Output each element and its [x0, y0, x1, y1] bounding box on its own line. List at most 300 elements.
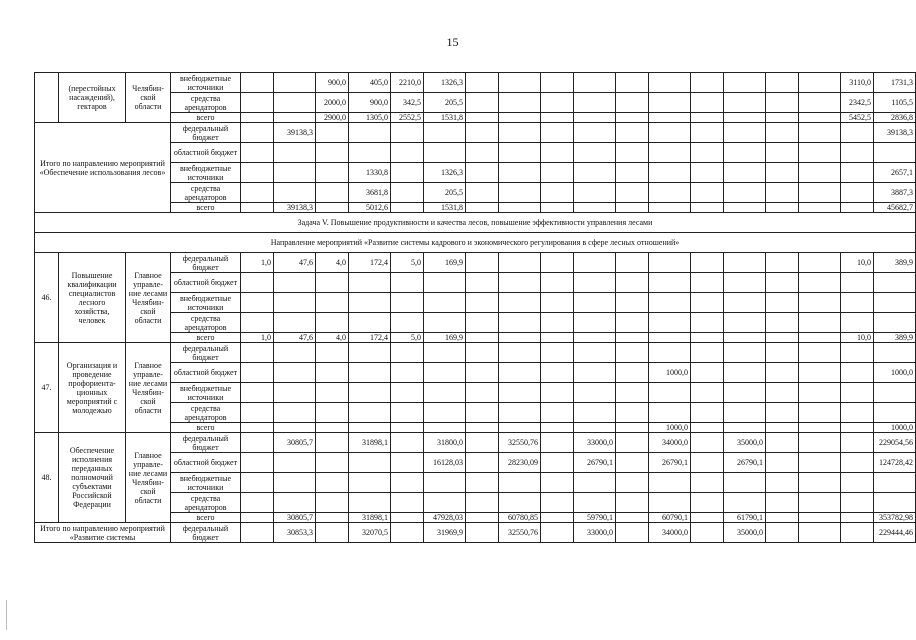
value-cell [616, 313, 649, 333]
value-cell [499, 183, 541, 203]
value-cell [241, 343, 274, 363]
value-cell: 1,0 [241, 253, 274, 273]
value-cell: 39138,3 [274, 203, 316, 213]
value-cell [541, 493, 574, 513]
value-cell [841, 423, 874, 433]
value-cell [499, 423, 541, 433]
row-number [35, 73, 59, 123]
value-cell [541, 203, 574, 213]
value-cell [241, 73, 274, 93]
value-cell [841, 473, 874, 493]
value-cell [691, 163, 724, 183]
value-cell [799, 293, 841, 313]
value-cell [274, 183, 316, 203]
value-cell [691, 403, 724, 423]
value-cell [424, 423, 466, 433]
value-cell [766, 113, 799, 123]
value-cell [541, 363, 574, 383]
value-cell: 2342,5 [841, 93, 874, 113]
value-cell [391, 453, 424, 473]
value-cell [274, 343, 316, 363]
value-cell [616, 273, 649, 293]
value-cell [391, 123, 424, 143]
value-cell [874, 383, 916, 403]
value-cell [616, 453, 649, 473]
value-cell [541, 333, 574, 343]
value-cell: 2000,0 [316, 93, 349, 113]
row-number: 48. [35, 433, 59, 523]
value-cell [691, 363, 724, 383]
value-cell [541, 163, 574, 183]
value-cell [499, 113, 541, 123]
value-cell [766, 203, 799, 213]
value-cell [274, 163, 316, 183]
funding-source: всего [171, 113, 241, 123]
value-cell: 30805,7 [274, 513, 316, 523]
value-cell [724, 493, 766, 513]
value-cell [466, 73, 499, 93]
value-cell [349, 143, 391, 163]
value-cell [616, 493, 649, 513]
funding-source: средства арендаторов [171, 313, 241, 333]
value-cell [724, 403, 766, 423]
value-cell [241, 523, 274, 543]
table-body [35, 73, 916, 543]
value-cell: 3887,3 [874, 183, 916, 203]
value-cell [724, 123, 766, 143]
value-cell: 1,0 [241, 333, 274, 343]
value-cell [616, 383, 649, 403]
value-cell: 124728,42 [874, 453, 916, 473]
budget-table [34, 72, 916, 543]
value-cell: 33000,0 [574, 433, 616, 453]
value-cell [691, 143, 724, 163]
value-cell [766, 403, 799, 423]
value-cell: 1105,5 [874, 93, 916, 113]
value-cell [274, 453, 316, 473]
value-cell: 30853,3 [274, 523, 316, 543]
value-cell: 31898,1 [349, 433, 391, 453]
value-cell: 405,0 [349, 73, 391, 93]
value-cell [574, 363, 616, 383]
funding-source: средства арендаторов [171, 493, 241, 513]
value-cell [766, 273, 799, 293]
funding-source: федеральный бюджет [171, 523, 241, 543]
value-cell [391, 273, 424, 293]
value-cell [691, 73, 724, 93]
value-cell [574, 93, 616, 113]
value-cell [499, 93, 541, 113]
value-cell [316, 493, 349, 513]
value-cell: 28230,09 [499, 453, 541, 473]
value-cell [391, 293, 424, 313]
section-heading-row [35, 233, 916, 253]
value-cell [616, 73, 649, 93]
value-cell [466, 313, 499, 333]
executor: Главное управле-ние лесами Челябин-ской области [126, 343, 171, 433]
value-cell [574, 293, 616, 313]
section-heading: Направление мероприятий «Развитие системы кадрового и экономического регулирования в сфере лесных отношений» [35, 233, 916, 253]
margin-mark [6, 600, 7, 630]
value-cell [391, 493, 424, 513]
value-cell [274, 363, 316, 383]
value-cell [241, 203, 274, 213]
value-cell [766, 123, 799, 143]
value-cell: 1326,3 [424, 73, 466, 93]
value-cell [841, 143, 874, 163]
value-cell [316, 273, 349, 293]
value-cell [649, 253, 691, 273]
value-cell: 389,9 [874, 333, 916, 343]
value-cell [691, 453, 724, 473]
value-cell [724, 313, 766, 333]
value-cell [574, 123, 616, 143]
value-cell [799, 183, 841, 203]
value-cell [274, 293, 316, 313]
value-cell [766, 383, 799, 403]
value-cell [391, 473, 424, 493]
value-cell [499, 363, 541, 383]
value-cell [616, 143, 649, 163]
value-cell [574, 493, 616, 513]
funding-source: областной бюджет [171, 143, 241, 163]
value-cell [241, 453, 274, 473]
value-cell [616, 123, 649, 143]
value-cell [766, 493, 799, 513]
value-cell [616, 253, 649, 273]
funding-source: всего [171, 333, 241, 343]
value-cell: 3110,0 [841, 73, 874, 93]
value-cell [499, 473, 541, 493]
value-cell [274, 423, 316, 433]
value-cell [841, 523, 874, 543]
value-cell: 31969,9 [424, 523, 466, 543]
value-cell [466, 293, 499, 313]
value-cell [499, 293, 541, 313]
value-cell [241, 123, 274, 143]
value-cell [799, 453, 841, 473]
value-cell [466, 523, 499, 543]
value-cell [391, 183, 424, 203]
value-cell [799, 523, 841, 543]
value-cell: 1000,0 [649, 423, 691, 433]
value-cell [616, 203, 649, 213]
value-cell [241, 313, 274, 333]
value-cell: 169,9 [424, 253, 466, 273]
value-cell [649, 493, 691, 513]
value-cell [691, 513, 724, 523]
value-cell [691, 493, 724, 513]
value-cell [316, 473, 349, 493]
value-cell [499, 313, 541, 333]
value-cell [316, 293, 349, 313]
value-cell: 4,0 [316, 333, 349, 343]
value-cell [274, 93, 316, 113]
value-cell [391, 203, 424, 213]
value-cell [466, 433, 499, 453]
value-cell [649, 313, 691, 333]
value-cell [799, 473, 841, 493]
value-cell [799, 113, 841, 123]
value-cell: 61790,1 [724, 513, 766, 523]
value-cell: 1000,0 [649, 363, 691, 383]
value-cell [424, 273, 466, 293]
value-cell [349, 343, 391, 363]
value-cell [841, 383, 874, 403]
value-cell: 2836,8 [874, 113, 916, 123]
value-cell [841, 433, 874, 453]
value-cell [724, 473, 766, 493]
value-cell [541, 273, 574, 293]
value-cell [466, 383, 499, 403]
value-cell: 353782,98 [874, 513, 916, 523]
value-cell [391, 143, 424, 163]
value-cell: 2657,1 [874, 163, 916, 183]
value-cell: 172,4 [349, 253, 391, 273]
value-cell [241, 433, 274, 453]
value-cell [574, 253, 616, 273]
value-cell [574, 143, 616, 163]
value-cell [874, 313, 916, 333]
value-cell [541, 293, 574, 313]
value-cell [766, 93, 799, 113]
value-cell [349, 313, 391, 333]
value-cell [841, 183, 874, 203]
value-cell [541, 453, 574, 473]
value-cell [316, 183, 349, 203]
value-cell: 5,0 [391, 333, 424, 343]
value-cell [541, 183, 574, 203]
value-cell [841, 163, 874, 183]
value-cell: 389,9 [874, 253, 916, 273]
value-cell [649, 473, 691, 493]
value-cell [691, 253, 724, 273]
value-cell [391, 403, 424, 423]
executor: Главное управле-ние лесами Челябин-ской области [126, 433, 171, 523]
value-cell [724, 143, 766, 163]
value-cell: 26790,1 [574, 453, 616, 473]
value-cell: 1330,8 [349, 163, 391, 183]
value-cell: 30805,7 [274, 433, 316, 453]
value-cell [616, 473, 649, 493]
value-cell [466, 273, 499, 293]
value-cell [616, 523, 649, 543]
total-name: Итого по направлению мероприятий «Обеспечение использования лесов» [35, 123, 171, 213]
value-cell [316, 383, 349, 403]
value-cell [766, 513, 799, 523]
value-cell [841, 513, 874, 523]
value-cell [691, 313, 724, 333]
value-cell [541, 513, 574, 523]
value-cell [574, 113, 616, 123]
value-cell [499, 73, 541, 93]
value-cell: 32070,5 [349, 523, 391, 543]
value-cell [466, 143, 499, 163]
value-cell [541, 253, 574, 273]
value-cell [316, 143, 349, 163]
value-cell [574, 203, 616, 213]
funding-source: всего [171, 203, 241, 213]
value-cell [616, 433, 649, 453]
value-cell: 1305,0 [349, 113, 391, 123]
value-cell [241, 363, 274, 383]
value-cell [616, 293, 649, 313]
value-cell [574, 403, 616, 423]
value-cell [391, 163, 424, 183]
value-cell: 229444,46 [874, 523, 916, 543]
value-cell [799, 203, 841, 213]
value-cell [241, 183, 274, 203]
value-cell [799, 363, 841, 383]
section-heading-row [35, 213, 916, 233]
value-cell: 1326,3 [424, 163, 466, 183]
value-cell [799, 93, 841, 113]
value-cell [649, 73, 691, 93]
funding-source: федеральный бюджет [171, 253, 241, 273]
value-cell [616, 343, 649, 363]
value-cell [316, 343, 349, 363]
value-cell [691, 343, 724, 363]
value-cell [349, 473, 391, 493]
value-cell: 35000,0 [724, 523, 766, 543]
funding-source: внебюджетные источники [171, 473, 241, 493]
value-cell [316, 203, 349, 213]
value-cell [841, 453, 874, 473]
value-cell [499, 383, 541, 403]
value-cell [649, 183, 691, 203]
value-cell [766, 293, 799, 313]
value-cell [691, 333, 724, 343]
value-cell [241, 493, 274, 513]
table-row [35, 433, 916, 453]
value-cell: 47928,03 [424, 513, 466, 523]
value-cell [799, 73, 841, 93]
value-cell: 172,4 [349, 333, 391, 343]
value-cell [391, 513, 424, 523]
value-cell: 4,0 [316, 253, 349, 273]
value-cell [616, 183, 649, 203]
value-cell [724, 113, 766, 123]
value-cell: 2210,0 [391, 73, 424, 93]
value-cell [241, 293, 274, 313]
value-cell [874, 343, 916, 363]
value-cell [874, 143, 916, 163]
value-cell: 1000,0 [874, 423, 916, 433]
value-cell [541, 73, 574, 93]
value-cell [766, 73, 799, 93]
value-cell [799, 123, 841, 143]
value-cell [391, 363, 424, 383]
value-cell [649, 203, 691, 213]
value-cell [841, 203, 874, 213]
value-cell [724, 423, 766, 433]
row-number: 46. [35, 253, 59, 343]
value-cell [316, 313, 349, 333]
value-cell [766, 363, 799, 383]
value-cell: 26790,1 [649, 453, 691, 473]
value-cell [424, 403, 466, 423]
value-cell [574, 273, 616, 293]
value-cell [274, 143, 316, 163]
section-heading: Задача V. Повышение продуктивности и качества лесов, повышение эффективности управления лесами [35, 213, 916, 233]
value-cell [349, 403, 391, 423]
value-cell [466, 203, 499, 213]
value-cell [724, 163, 766, 183]
value-cell [541, 113, 574, 123]
value-cell [691, 383, 724, 403]
funding-source: средства арендаторов [171, 93, 241, 113]
table-row [35, 523, 916, 543]
value-cell: 47,6 [274, 253, 316, 273]
value-cell [766, 423, 799, 433]
table-row [35, 343, 916, 363]
value-cell: 1000,0 [874, 363, 916, 383]
value-cell [799, 403, 841, 423]
value-cell [841, 293, 874, 313]
value-cell [349, 293, 391, 313]
value-cell [691, 523, 724, 543]
value-cell [616, 403, 649, 423]
value-cell [649, 403, 691, 423]
funding-source: федеральный бюджет [171, 343, 241, 363]
value-cell [691, 433, 724, 453]
executor: Главное управле-ние лесами Челябин-ской области [126, 253, 171, 343]
value-cell [424, 293, 466, 313]
value-cell [574, 163, 616, 183]
value-cell: 33000,0 [574, 523, 616, 543]
value-cell [316, 513, 349, 523]
value-cell: 5452,5 [841, 113, 874, 123]
value-cell [499, 493, 541, 513]
value-cell [241, 93, 274, 113]
value-cell [691, 93, 724, 113]
value-cell [724, 383, 766, 403]
value-cell [466, 493, 499, 513]
value-cell [349, 123, 391, 143]
value-cell [724, 273, 766, 293]
value-cell: 1731,3 [874, 73, 916, 93]
value-cell [766, 473, 799, 493]
value-cell [241, 143, 274, 163]
value-cell [316, 363, 349, 383]
value-cell: 3681,8 [349, 183, 391, 203]
value-cell [799, 273, 841, 293]
table-row [35, 123, 916, 143]
value-cell [616, 513, 649, 523]
value-cell [841, 403, 874, 423]
value-cell [616, 163, 649, 183]
value-cell [799, 253, 841, 273]
value-cell [466, 113, 499, 123]
value-cell [424, 363, 466, 383]
value-cell: 47,6 [274, 333, 316, 343]
activity-name: Обеспечение исполнения переданных полномочий субъектами Российской Федерации [59, 433, 126, 523]
value-cell: 5,0 [391, 253, 424, 273]
value-cell [316, 453, 349, 473]
value-cell: 900,0 [349, 93, 391, 113]
value-cell [499, 163, 541, 183]
value-cell: 205,5 [424, 93, 466, 113]
funding-source: внебюджетные источники [171, 293, 241, 313]
value-cell [349, 383, 391, 403]
total-name: Итого по направлению мероприятий «Развитие системы [35, 523, 171, 543]
value-cell [616, 423, 649, 433]
value-cell: 60780,85 [499, 513, 541, 523]
value-cell [574, 343, 616, 363]
value-cell [574, 383, 616, 403]
value-cell [691, 113, 724, 123]
value-cell [466, 403, 499, 423]
